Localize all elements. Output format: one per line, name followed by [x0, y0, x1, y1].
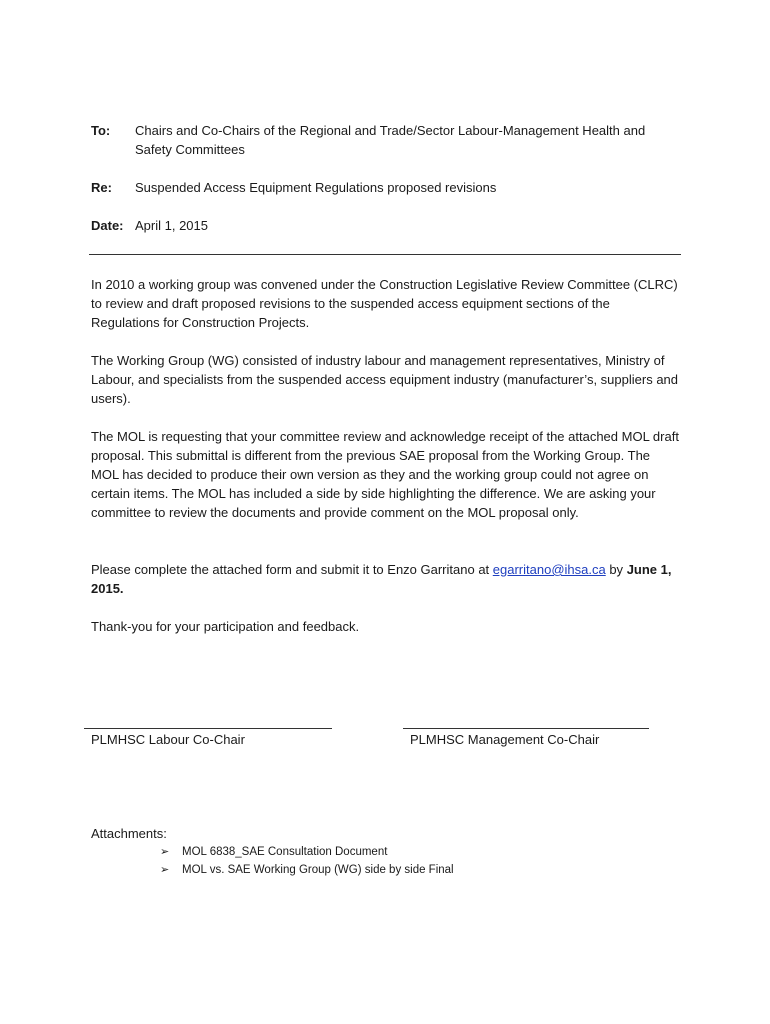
- paragraph-request: The MOL is requesting that your committee review and acknowledge receipt of the attached MOL draft proposal. This submittal is different from the previous SAE proposal from the Working Group. The MOL has decided to produce their own version as they and the working group could not agree on certain items. The MOL has included a side by side highlighting the difference. We are asking your committee to review the documents and provide comment on the MOL proposal only.: [91, 429, 679, 520]
- arrow-bullet-icon: ➢: [160, 864, 170, 876]
- paragraph-thanks: Thank-you for your participation and feedback.: [91, 619, 360, 634]
- memo-to-value: Chairs and Co-Chairs of the Regional and Trade/Sector Labour-Management Health and Safety Committees: [135, 123, 646, 157]
- attachments-heading: Attachments:: [91, 826, 167, 841]
- management-signature-line: [403, 728, 649, 729]
- email-link[interactable]: egarritano@ihsa.ca: [492, 562, 606, 577]
- memo-date-row: [91, 216, 691, 235]
- paragraph-instructions: [91, 560, 681, 598]
- attachment-item-label: MOL vs. SAE Working Group (WG) side by side Final: [182, 864, 454, 876]
- labour-signature-label: PLMHSC Labour Co-Chair: [91, 732, 245, 747]
- arrow-bullet-icon: ➢: [160, 846, 170, 858]
- memo-re-row: [91, 178, 691, 197]
- header-divider: [89, 254, 681, 255]
- instructions-text: Please complete the attached form and submit it to Enzo Garritano at: [91, 562, 493, 577]
- attachment-item-label: MOL 6838_SAE Consultation Document: [182, 846, 388, 858]
- paragraph-working-group: The Working Group (WG) consisted of industry labour and management representatives, Ministry of Labour, and specialists from the suspended access equipment industry (manufacturer’s, suppliers and users).: [91, 353, 679, 406]
- management-signature-label: PLMHSC Management Co-Chair: [410, 732, 600, 747]
- memo-to-label: To:: [91, 123, 111, 138]
- memo-re-value: Suspended Access Equipment Regulations proposed revisions: [135, 180, 497, 195]
- paragraph-background: In 2010 a working group was convened under the Construction Legislative Review Committee (CLRC) to review and draft proposed revisions to the suspended access equipment sections of the Regulations for Construction Projects.: [91, 277, 678, 330]
- memo-date-label: Date:: [91, 218, 124, 233]
- attachments-list: [160, 843, 454, 879]
- deadline-date: June 1, 2015.: [91, 562, 672, 596]
- memo-date-value: April 1, 2015: [135, 218, 208, 233]
- attachment-item: [160, 861, 454, 879]
- labour-signature-line: [84, 728, 332, 729]
- memo-re-label: Re:: [91, 180, 112, 195]
- attachment-item: [160, 843, 454, 861]
- memo-to-row: [91, 121, 691, 159]
- instructions-by: by: [605, 562, 627, 577]
